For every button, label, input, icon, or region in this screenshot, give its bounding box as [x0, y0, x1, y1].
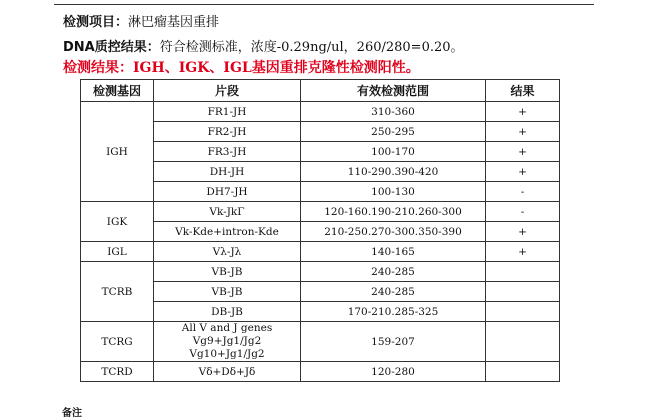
segment-cell: DB-JB	[154, 302, 301, 322]
result-cell: +	[486, 142, 560, 162]
table-row	[81, 362, 560, 382]
result-label: 检测结果：	[63, 60, 133, 76]
range-cell: 159-207	[301, 322, 486, 362]
range-cell: 240-285	[301, 262, 486, 282]
range-cell: 310-360	[301, 102, 486, 122]
project-value: 淋巴瘤基因重排	[128, 15, 220, 30]
qc-line	[63, 36, 464, 55]
project-line	[63, 11, 219, 30]
segment-line: All V and J genes	[181, 322, 273, 334]
qc-value: 符合检测标准，浓度-0.29ng/ul，260/280=0.20。	[159, 40, 464, 55]
result-cell: +	[486, 122, 560, 142]
range-cell: 240-285	[301, 282, 486, 302]
segment-cell: Vδ+Dδ+Jδ	[154, 362, 301, 382]
header-result: 结果	[486, 80, 560, 102]
segment-cell: VB-JB	[154, 282, 301, 302]
table-row	[81, 322, 560, 362]
table-row	[81, 102, 560, 122]
segment-line: Vg10+Jg1/Jg2	[189, 348, 265, 360]
table-row	[81, 262, 560, 282]
result-cell: -	[486, 182, 560, 202]
result-cell: +	[486, 102, 560, 122]
segment-cell: DH7-JH	[154, 182, 301, 202]
range-cell: 110-290.390-420	[301, 162, 486, 182]
segment-cell: Vk-JkΓ	[154, 202, 301, 222]
top-divider	[54, 4, 594, 5]
result-cell: +	[486, 242, 560, 262]
segment-cell: DH-JH	[154, 162, 301, 182]
result-cell	[486, 322, 560, 362]
result-cell	[486, 262, 560, 282]
result-cell: +	[486, 222, 560, 242]
header-gene: 检测基因	[81, 80, 154, 102]
table-row	[81, 242, 560, 262]
result-value: IGH、IGK、IGL基因重排克隆性检测阳性。	[133, 60, 420, 76]
range-cell: 210-250.270-300.350-390	[301, 222, 486, 242]
segment-cell: Vk-Kde+intron-Kde	[154, 222, 301, 242]
result-line	[63, 57, 420, 77]
gene-cell-igk: IGK	[81, 202, 154, 242]
range-cell: 170-210.285-325	[301, 302, 486, 322]
table-row	[81, 202, 560, 222]
gene-rearrangement-table	[80, 79, 560, 382]
segment-cell: FR2-JH	[154, 122, 301, 142]
segment-cell-multiline	[154, 322, 301, 362]
header-segment: 片段	[154, 80, 301, 102]
table-header-row	[81, 80, 560, 102]
result-cell: -	[486, 202, 560, 222]
range-cell: 140-165	[301, 242, 486, 262]
range-cell: 250-295	[301, 122, 486, 142]
range-cell: 100-130	[301, 182, 486, 202]
footer-note-label: 备注	[62, 408, 82, 419]
gene-cell-tcrb: TCRB	[81, 262, 154, 322]
result-cell	[486, 282, 560, 302]
result-cell	[486, 302, 560, 322]
segment-cell: Vλ-Jλ	[154, 242, 301, 262]
segment-cell: FR3-JH	[154, 142, 301, 162]
result-cell: +	[486, 162, 560, 182]
header-range: 有效检测范围	[301, 80, 486, 102]
gene-cell-igl: IGL	[81, 242, 154, 262]
result-cell	[486, 362, 560, 382]
range-cell: 120-280	[301, 362, 486, 382]
segment-cell: FR1-JH	[154, 102, 301, 122]
project-label: 检测项目：	[63, 15, 129, 30]
range-cell: 100-170	[301, 142, 486, 162]
gene-cell-tcrd: TCRD	[81, 362, 154, 382]
range-cell: 120-160.190-210.260-300	[301, 202, 486, 222]
gene-cell-igh: IGH	[81, 102, 154, 202]
gene-cell-tcrg: TCRG	[81, 322, 154, 362]
segment-cell: VB-JB	[154, 262, 301, 282]
qc-label: DNA质控结果：	[63, 40, 160, 55]
segment-line: Vg9+Jg1/Jg2	[192, 335, 262, 347]
